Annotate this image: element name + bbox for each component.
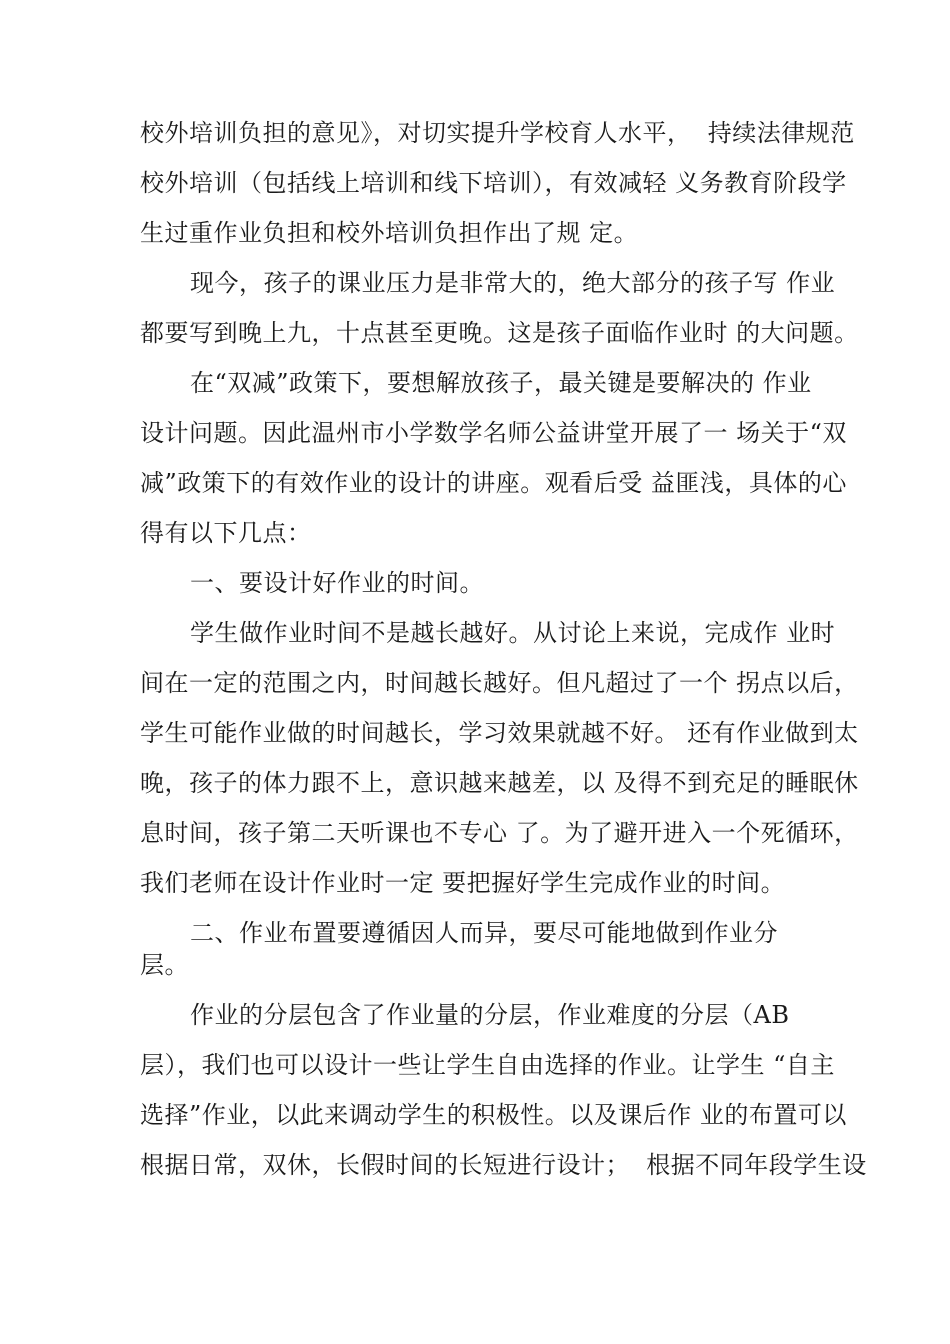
text-line: 生过重作业负担和校外培训负担作出了规 定。 [140,219,639,247]
text-line: 校外培训负担的意见》，对切实提升学校育人水平， 持续法律规范 [140,119,855,147]
text-line: 减”政策下的有效作业的设计的讲座。观看后受 益匪浅，具体的心 [140,469,847,497]
section-heading-continued: 层。 [140,951,189,979]
text-line: 晚，孩子的体力跟不上，意识越来越差，以 及得不到充足的睡眠休 [140,769,859,797]
text-line: 现今，孩子的课业压力是非常大的，绝大部分的孩子写 作业 [190,269,836,297]
text-line: 选择”作业，以此来调动学生的积极性。以及课后作 业的布置可以 [140,1101,847,1129]
text-line: 设计问题。因此温州市小学数学名师公益讲堂开展了一 场关于“双 [140,419,847,447]
text-line: 学生做作业时间不是越长越好。从讨论上来说，完成作 业时 [190,619,836,647]
text-line: 我们老师在设计作业时一定 要把握好学生完成作业的时间。 [140,869,786,897]
text-line: 作业的分层包含了作业量的分层，作业难度的分层（AB [190,1001,790,1029]
section-heading: 二、作业布置要遵循因人而异，要尽可能地做到作业分 [190,919,778,947]
text-line: 得有以下几点： [140,519,312,547]
section-heading: 一、要设计好作业的时间。 [190,569,484,597]
text-line: 学生可能作业做的时间越长，学习效果就越不好。 还有作业做到太 [140,719,859,747]
text-line: 息时间，孩子第二天听课也不专心 了。为了避开进入一个死循环， [140,819,859,847]
text-line: 根据日常，双休，长假时间的长短进行设计； 根据不同年段学生设 [140,1151,867,1179]
text-line: 层），我们也可以设计一些让学生自由选择的作业。让学生 “自主 [140,1051,835,1079]
text-line: 在“双减”政策下，要想解放孩子，最关键是要解决的 作业 [190,369,812,397]
text-line: 校外培训（包括线上培训和线下培训），有效减轻 义务教育阶段学 [140,169,847,197]
text-line: 间在一定的范围之内，时间越长越好。但凡超过了一个 拐点以后， [140,669,859,697]
text-line: 都要写到晚上九，十点甚至更晚。这是孩子面临作业时 的大问题。 [140,319,859,347]
